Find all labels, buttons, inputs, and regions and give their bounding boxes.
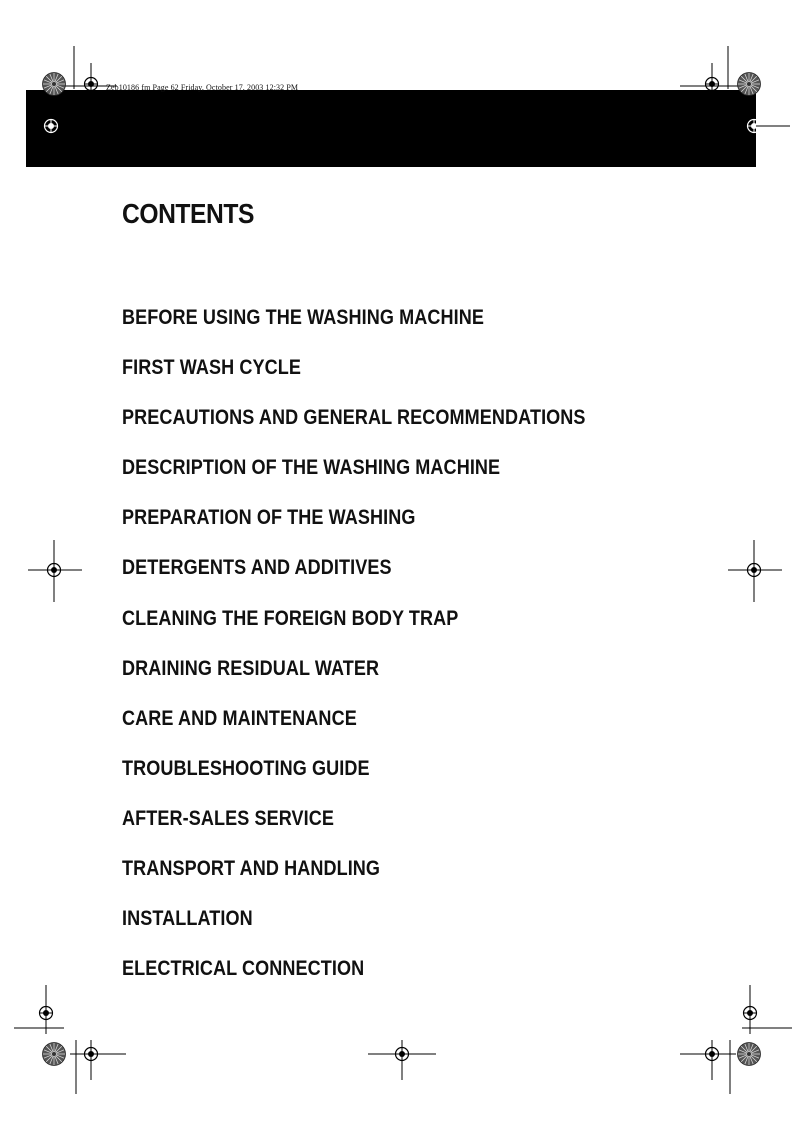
contents-item-installation[interactable]: INSTALLATION bbox=[122, 907, 253, 931]
registration-mark-bottom-left bbox=[85, 1048, 98, 1061]
registration-mark-bottom-right bbox=[706, 1048, 719, 1061]
contents-item-first-wash-cycle[interactable]: FIRST WASH CYCLE bbox=[122, 356, 301, 380]
contents-item-after-sales[interactable]: AFTER-SALES SERVICE bbox=[122, 806, 335, 830]
starburst-mark-top-left bbox=[43, 73, 66, 96]
registration-mark-middle-left bbox=[48, 564, 61, 577]
contents-item-detergents[interactable]: DETERGENTS AND ADDITIVES bbox=[122, 556, 392, 580]
registration-mark-bottom-left-corner bbox=[40, 1007, 53, 1020]
contents-item-transport[interactable]: TRANSPORT AND HANDLING bbox=[122, 857, 381, 881]
starburst-mark-bottom-right bbox=[738, 1043, 761, 1066]
registration-mark-bottom-right-corner bbox=[744, 1007, 757, 1020]
contents-item-care[interactable]: CARE AND MAINTENANCE bbox=[122, 706, 357, 730]
print-slug-line: Zeb10186 fm Page 62 Friday, October 17, 2003 12:32 PM bbox=[106, 83, 299, 92]
bottom-crop-marks bbox=[14, 985, 792, 1094]
starburst-mark-bottom-left bbox=[43, 1043, 66, 1066]
side-crop-marks bbox=[28, 540, 782, 602]
registration-mark-top-right bbox=[706, 78, 719, 91]
registration-mark-middle-right bbox=[748, 564, 761, 577]
page-title: CONTENTS bbox=[122, 198, 254, 229]
starburst-mark-top-right bbox=[738, 73, 761, 96]
contents-item-before-using[interactable]: BEFORE USING THE WASHING MACHINE bbox=[122, 306, 484, 329]
contents-item-precautions[interactable]: PRECAUTIONS AND GENERAL RECOMMENDATIONS bbox=[122, 406, 586, 430]
contents-item-cleaning-trap[interactable]: CLEANING THE FOREIGN BODY TRAP bbox=[122, 606, 459, 630]
contents-item-description[interactable]: DESCRIPTION OF THE WASHING MACHINE bbox=[122, 456, 501, 480]
contents-item-preparation[interactable]: PREPARATION OF THE WASHING bbox=[122, 506, 416, 530]
registration-mark-bottom-center bbox=[396, 1048, 409, 1061]
contents-item-troubleshooting[interactable]: TROUBLESHOOTING GUIDE bbox=[122, 756, 370, 780]
registration-mark-top-left bbox=[85, 78, 98, 91]
top-crop-marks bbox=[59, 46, 742, 89]
registration-mark-band-left bbox=[45, 120, 58, 133]
contents-item-draining[interactable]: DRAINING RESIDUAL WATER bbox=[122, 656, 380, 680]
contents-item-electrical[interactable]: ELECTRICAL CONNECTION bbox=[122, 957, 365, 981]
